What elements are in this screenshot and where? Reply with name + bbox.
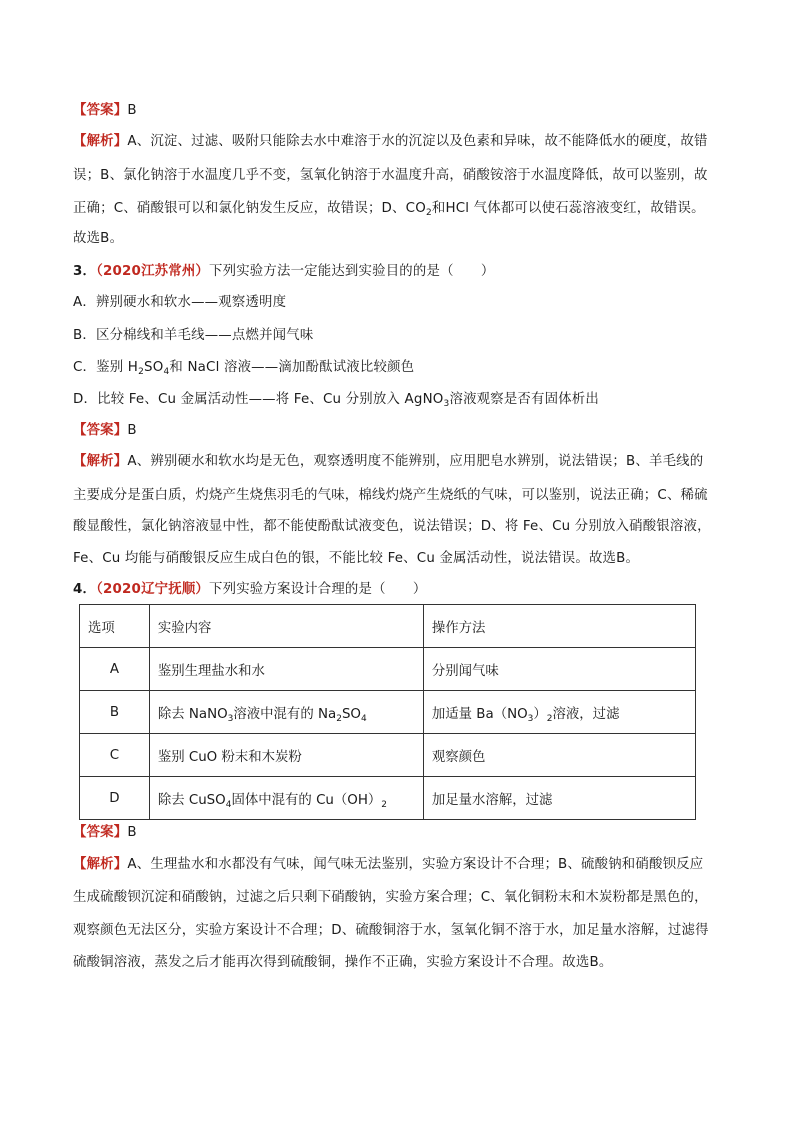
- answer-value: B: [127, 825, 137, 840]
- table-cell: A: [80, 648, 150, 691]
- table-cell: 加适量 $Ba(NO_3)_2$溶液，过滤: [423, 691, 695, 734]
- analysis-line: 主要成分是蛋白质，灼烧产生烧焦羽毛的气味，棉线灼烧产生烧纸的气味，可以鉴别，说法正确；C、稀硫: [73, 488, 708, 503]
- analysis-line: 硫酸铜溶液，蒸发之后才能再次得到硫酸铜，操作不正确，实验方案设计不合理。故选B。: [73, 955, 613, 970]
- table-row: [80, 777, 696, 820]
- analysis-line: 观察颜色无法区分，实验方案设计不合理；D、硫酸铜溶于水，氢氧化铜不溶于水，加足量水溶解，过滤得: [73, 923, 709, 938]
- table-cell: 加足量水溶解，过滤: [423, 777, 695, 820]
- table-cell: C: [80, 734, 150, 777]
- analysis-line: 【解析】A、沉淀、过滤、吸附只能除去水中难溶于水的沉淀以及色素和异味，故不能降低水的硬度，故错: [73, 134, 708, 149]
- analysis-line: 酸显酸性，氯化钠溶液显中性，都不能使酚酞试液变色，说法错误；D、将 Fe、Cu 分别放入硝酸银溶液，: [73, 519, 711, 534]
- table-cell: D: [80, 777, 150, 820]
- table-header-cell: 选项: [80, 605, 150, 648]
- options-table: [79, 604, 696, 820]
- answer-tag: 【答案】: [73, 423, 128, 438]
- question-number: 4．: [73, 582, 97, 597]
- analysis-line: 生成硫酸钡沉淀和硝酸钠，过滤之后只剩下硝酸钠，实验方案合理；C、氧化铜粉末和木炭粉都是黑色的，: [73, 890, 708, 905]
- analysis-line: Fe、Cu 均能与硝酸银反应生成白色的银，不能比较 Fe、Cu 金属活动性，说法错误。故选B。: [73, 551, 640, 566]
- question-source: （2020江苏常州）: [96, 264, 210, 279]
- question-stem: 4．（2020辽宁抚顺）下列实验方案设计合理的是（ ）: [73, 582, 427, 597]
- table-cell: 鉴别生理盐水和水: [149, 648, 423, 691]
- table-cell: 除去 NaNO$_3$溶液中混有的 $Na_2SO_4$: [149, 691, 423, 734]
- answer-line: [73, 421, 723, 441]
- analysis-tag: 【解析】: [73, 857, 128, 872]
- analysis-line: 【解析】A、生理盐水和水都没有气味，闻气味无法鉴别，实验方案设计不合理；B、硫酸钠和硝酸钡反应: [73, 857, 704, 872]
- analysis-line: 【解析】A、辨别硬水和软水均是无色，观察透明度不能辨别，应用肥皂水辨别，说法错误；B、羊毛线的: [73, 454, 704, 469]
- answer-value: B: [127, 423, 137, 438]
- answer-line: [73, 823, 723, 843]
- analysis-line: 正确；C、硝酸银可以和氯化钠发生反应，故错误；D、$CO_2$和HCl 气体都可以使石蕊溶液变红，故错误。: [73, 201, 705, 218]
- table-header-cell: 操作方法: [423, 605, 695, 648]
- analysis-tag: 【解析】: [73, 134, 128, 149]
- question-stem: 3．（2020江苏常州）下列实验方法一定能达到实验目的的是（ ）: [73, 264, 495, 279]
- option-b: B．区分棉线和羊毛线——点燃并闻气味: [73, 328, 314, 343]
- table-cell: 分别闻气味: [423, 648, 695, 691]
- answer-value: B: [127, 103, 137, 118]
- table-header-cell: 实验内容: [149, 605, 423, 648]
- analysis-line: 故选B。: [73, 231, 124, 246]
- table-cell: 鉴别 CuO 粉末和木炭粉: [149, 734, 423, 777]
- table-header-row: [80, 605, 696, 648]
- analysis-tag: 【解析】: [73, 454, 128, 469]
- table-cell: B: [80, 691, 150, 734]
- table-row: [80, 648, 696, 691]
- table-cell: 除去 CuSO$_4$固体中混有的 $Cu(OH)_2$: [149, 777, 423, 820]
- option-d: D．比较 Fe、Cu 金属活动性——将 Fe、Cu 分别放入 AgNO$_3$溶液观察是否有固体析出: [73, 392, 599, 409]
- table-row: [80, 734, 696, 777]
- option-a: A．辨别硬水和软水——观察透明度: [73, 295, 287, 310]
- table-cell: 观察颜色: [423, 734, 695, 777]
- question-number: 3．: [73, 264, 97, 279]
- question-source: （2020辽宁抚顺）: [96, 582, 210, 597]
- table-row: [80, 691, 696, 734]
- answer-tag: 【答案】: [73, 103, 128, 118]
- analysis-line: 误；B、氯化钠溶于水温度几乎不变，氢氧化钠溶于水温度升高，硝酸铵溶于水温度降低，故可以鉴别，故: [73, 168, 708, 183]
- answer-tag: 【答案】: [73, 825, 128, 840]
- option-c: C．鉴别 $H_2SO_4$和 NaCl 溶液——滴加酚酞试液比较颜色: [73, 360, 415, 377]
- answer-line: [73, 101, 723, 121]
